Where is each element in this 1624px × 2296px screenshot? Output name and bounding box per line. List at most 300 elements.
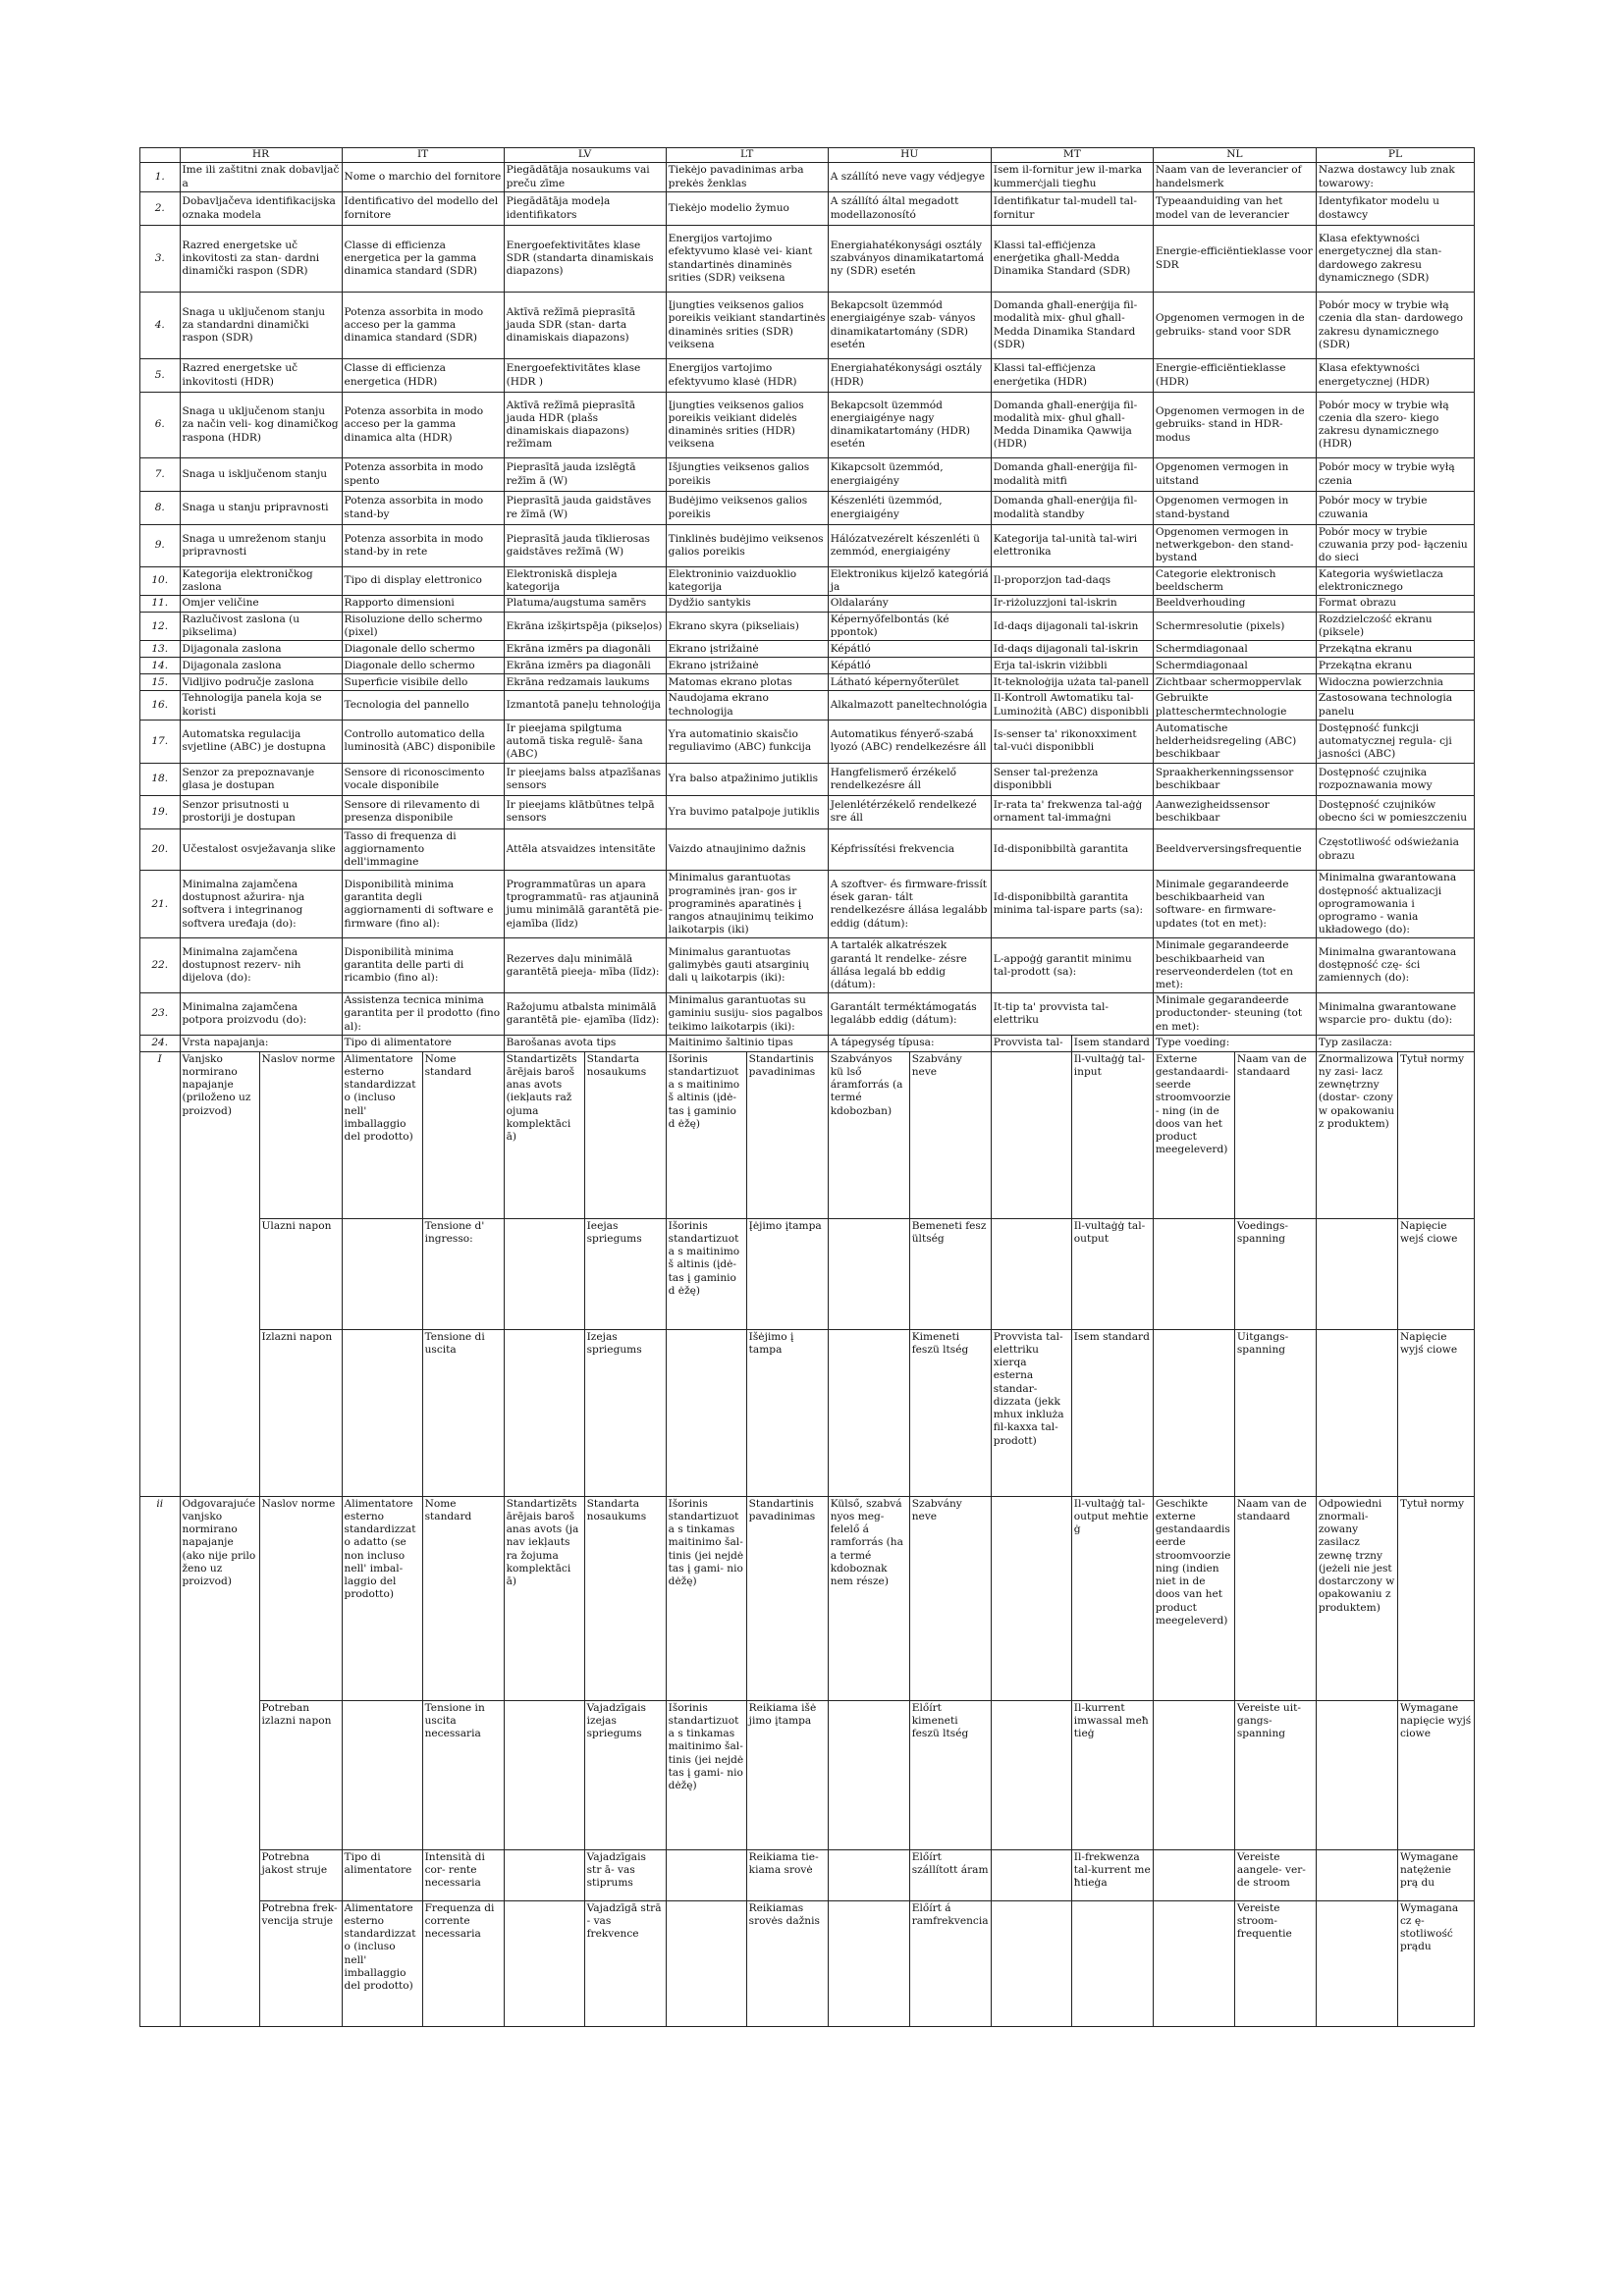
table-row bbox=[140, 828, 1475, 871]
cell-hr: Senzor za prepoznavanje glasa je dostupan bbox=[180, 763, 342, 795]
cell-mt: Ir-rata ta' frekwenza tal-aġġ ornament tal-immaġni bbox=[991, 795, 1153, 828]
ps-cell bbox=[342, 1218, 422, 1329]
cell-nl: Schermdiagonaal bbox=[1153, 641, 1316, 658]
ps-cell: Vereiste stroom- frequentie bbox=[1234, 1900, 1316, 2026]
cell-lt: Budėjimo veiksenos galios poreikis bbox=[666, 492, 828, 525]
ps-cell bbox=[828, 1700, 909, 1849]
ps-cell bbox=[342, 1329, 422, 1496]
ps-cell: Alimentatore esterno standardizzato adatto (se non incluso nell' imbal- laggio del prodotto) bbox=[342, 1496, 422, 1700]
cell-lv: Attēla atsvaidzes intensitāte bbox=[504, 828, 666, 871]
cell-hu: A szoftver- és firmware-frissít ések garan- tált rendelkezésre állása legalább eddig (dátum): bbox=[828, 871, 991, 938]
cell-nl: Zichtbaar schermoppervlak bbox=[1153, 674, 1316, 691]
ps-cell: Potrebna frek- vencija struje bbox=[259, 1900, 342, 2026]
table-row bbox=[140, 691, 1475, 720]
ps-cell: Tytuł normy bbox=[1397, 1496, 1474, 1700]
ps-cell: Alimentatore esterno standardizzato (incluso nell' imballaggio del prodotto) bbox=[342, 1051, 422, 1218]
ps-cell: Vajadzīgais izejas spriegums bbox=[584, 1700, 666, 1849]
cell-lt: Įjungties veiksenos galios poreikis veikiant didelės dinaminės srities (HDR) veiksena bbox=[666, 393, 828, 458]
ps-cell: Szabvány neve bbox=[909, 1051, 991, 1218]
cell-lv: Izmantotā paneļu tehnoloģija bbox=[504, 691, 666, 720]
cell-it: Controllo automatico della luminosità (ABC) disponibile bbox=[342, 720, 504, 763]
ps-cell: Naslov norme bbox=[259, 1051, 342, 1218]
ps-cell: Reikiama išė jimo įtampa bbox=[746, 1700, 828, 1849]
cell-mt: Id-disponibbiltà garantita bbox=[991, 828, 1153, 871]
cell-mt: Id-daqs dijagonali tal-iskrin bbox=[991, 641, 1153, 658]
cell-hu: Alkalmazott paneltechnológia bbox=[828, 691, 991, 720]
cell-hu: Képernyőfelbontás (ké ppontok) bbox=[828, 613, 991, 641]
cell-lv: Platuma/augstuma samērs bbox=[504, 596, 666, 613]
ps-cell: Standarta nosaukums bbox=[584, 1496, 666, 1700]
ps-cell: Odpowiedni znormali- zowany zasilacz zewnę trzny (jeżeli nie jest dostarczony w opakowaniu z produktem) bbox=[1316, 1496, 1397, 1700]
cell-mt: Id-disponibbiltà garantita minima tal-ispare parts (sa): bbox=[991, 871, 1153, 938]
header-pl: PL bbox=[1316, 148, 1474, 163]
cell-hu: A tartalék alkatrészek garantá lt rendelke- zésre állása legalá bb eddig (dátum): bbox=[828, 938, 991, 993]
cell-lv: Energoefektivitātes klase (HDR ) bbox=[504, 359, 666, 393]
ps-cell bbox=[828, 1218, 909, 1329]
cell-lt: Ekrano įstrižainė bbox=[666, 641, 828, 658]
cell-hr: Kategorija elektroničkog zaslona bbox=[180, 566, 342, 595]
ps-cell bbox=[991, 1700, 1071, 1849]
ps-cell: Nome standard bbox=[422, 1496, 504, 1700]
cell-hu: Automatikus fényerő-szabá lyozó (ABC) rendelkezésre áll bbox=[828, 720, 991, 763]
hr-section-label: Odgovarajuće vanjsko normirano napajanje (ako nije prilo ženo uz proizvod) bbox=[180, 1496, 259, 2026]
table-row bbox=[140, 871, 1475, 938]
cell-nl: Spraakherkenningssensor beschikbaar bbox=[1153, 763, 1316, 795]
ps-cell: Uitgangs- spanning bbox=[1234, 1329, 1316, 1496]
ps-cell: Tensione in uscita necessaria bbox=[422, 1700, 504, 1849]
table-row bbox=[140, 596, 1475, 613]
ps-cell: Il-vultaġġ tal-output bbox=[1071, 1218, 1153, 1329]
cell-lv: Elektroniskā displeja kategorija bbox=[504, 566, 666, 595]
table-row bbox=[140, 613, 1475, 641]
cell-lv: Ir pieejama spilgtuma automā tiska regulē- šana (ABC) bbox=[504, 720, 666, 763]
cell-it: Disponibilità minima garantita delle parti di ricambio (fino al): bbox=[342, 938, 504, 993]
ps-cell bbox=[828, 1849, 909, 1900]
table-body bbox=[140, 163, 1475, 1052]
cell-lv: Piegādātāja nosaukums vai preču zīme bbox=[504, 163, 666, 192]
cell-pl: Pobór mocy w trybie czuwania bbox=[1316, 492, 1474, 525]
ps-cell: Szabványos kü lső áramforrás (a termé kdobozban) bbox=[828, 1051, 909, 1218]
cell-hr: Dobavljačeva identifikacijska oznaka modela bbox=[180, 192, 342, 226]
cell-nl: Opgenomen vermogen in de gebruiks- stand voor SDR bbox=[1153, 293, 1316, 359]
header-nl: NL bbox=[1153, 148, 1316, 163]
cell-it: Classe di efficienza energetica (HDR) bbox=[342, 359, 504, 393]
cell-hu: A szállító neve vagy védjegye bbox=[828, 163, 991, 192]
cell-it: Sensore di riconoscimento vocale disponibile bbox=[342, 763, 504, 795]
cell-mt: Klassi tal-effiċjenza enerġetika għall-Medda Dinamika Standard (SDR) bbox=[991, 226, 1153, 293]
cell-mt: Identifikatur tal-mudell tal-fornitur bbox=[991, 192, 1153, 226]
ps-cell: Frequenza di corrente necessaria bbox=[422, 1900, 504, 2026]
cell-pl: Zastosowana technologia panelu bbox=[1316, 691, 1474, 720]
cell-lt: Minimalus garantuotas su gaminiu susiju- sios pagalbos teikimo laikotarpis (iki): bbox=[666, 993, 828, 1036]
ps-cell: Išorinis standartizuota s tinkamas maitinimo šal- tinis (jei nejdė tas į gami- nio dėžę) bbox=[666, 1700, 746, 1849]
cell-lt: Dydžio santykis bbox=[666, 596, 828, 613]
ps-cell: Il-vultaġġ tal-output meħtie ġ bbox=[1071, 1496, 1153, 1700]
ps-cell: Provvista tal-elettriku xierqa esterna standar- dizzata (jekk mhux inkluża fil-kaxxa tal-prodott) bbox=[991, 1329, 1071, 1496]
cell-hu: Bekapcsolt üzemmód energiaigénye szab- ványos dinamikatartomány (SDR) esetén bbox=[828, 293, 991, 359]
ps-cell: Tensione d' ingresso: bbox=[422, 1218, 504, 1329]
cell-nl: Typeaanduiding van het model van de leverancier bbox=[1153, 192, 1316, 226]
cell-lv: Energoefektivitātes klase SDR (standarta dinamiskais diapazons) bbox=[504, 226, 666, 293]
ps-cell: Wymagane napięcie wyjś ciowe bbox=[1397, 1700, 1474, 1849]
cell-hr: Tehnologija panela koja se koristi bbox=[180, 691, 342, 720]
table-row bbox=[140, 458, 1475, 492]
cell-lt: Matomas ekrano plotas bbox=[666, 674, 828, 691]
ps-cell: Nome standard bbox=[422, 1051, 504, 1218]
cell-hu: Energiahatékonysági osztály szabványos dinamikatartomá ny (SDR) esetén bbox=[828, 226, 991, 293]
ps-cell: Il-frekwenza tal-kurrent me ħtieġa bbox=[1071, 1849, 1153, 1900]
header-mt: MT bbox=[991, 148, 1153, 163]
row-number: 5. bbox=[140, 359, 181, 393]
ps-cell bbox=[504, 1849, 584, 1900]
document-page bbox=[139, 147, 1475, 2027]
cell-hr: Ime ili zaštitni znak dobavljač a bbox=[180, 163, 342, 192]
cell-hr: Snaga u uključenom stanju za način veli- kog dinamičkog raspona (HDR) bbox=[180, 393, 342, 458]
ps_ii-row bbox=[140, 1900, 1475, 2026]
cell-mt: Senser tal-preżenza disponibbli bbox=[991, 763, 1153, 795]
ps-cell: Bemeneti fesz ültség bbox=[909, 1218, 991, 1329]
header-it: IT bbox=[342, 148, 504, 163]
cell-it: Tipo di alimentatore bbox=[342, 1035, 504, 1051]
ps-cell: Tipo di alimentatore bbox=[342, 1849, 422, 1900]
ps-cell: Ulazni napon bbox=[259, 1218, 342, 1329]
power-supply-section bbox=[140, 1051, 1475, 2026]
header-lv: LV bbox=[504, 148, 666, 163]
row-number: 23. bbox=[140, 993, 181, 1036]
ps-cell bbox=[666, 1329, 746, 1496]
cell-pl: Przekątna ekranu bbox=[1316, 658, 1474, 674]
cell-hr: Snaga u stanju pripravnosti bbox=[180, 492, 342, 525]
cell-pl: Pobór mocy w trybie włą czenia dla stan- dardowego zakresu dynamicznego (SDR) bbox=[1316, 293, 1474, 359]
cell-lv: Ir pieejams klātbūtnes telpā sensors bbox=[504, 795, 666, 828]
ps-cell bbox=[666, 1849, 746, 1900]
cell-lv: Pieprasītā jauda tīklierosas gaidstāves režīmā (W) bbox=[504, 525, 666, 567]
cell-lv: Ekrāna redzamais laukums bbox=[504, 674, 666, 691]
cell-mt: Isem il-fornitur jew il-marka kummerċjali tiegħu bbox=[991, 163, 1153, 192]
cell-mt: L-appoġġ garantit minimu tal-prodott (sa): bbox=[991, 938, 1153, 993]
cell-lt: Ekrano įstrižainė bbox=[666, 658, 828, 674]
ps-cell: Išorinis standartizuota s maitinimo š altinis (įdė- tas į gaminio d ėžę) bbox=[666, 1218, 746, 1329]
cell-nl: Schermresolutie (pixels) bbox=[1153, 613, 1316, 641]
table-row bbox=[140, 795, 1475, 828]
ps-cell: Vajadzīgā strā - vas frekvence bbox=[584, 1900, 666, 2026]
cell-hr: Dijagonala zaslona bbox=[180, 658, 342, 674]
cell-lt: Minimalus garantuotas galimybės gauti atsarginių dali ų laikotarpis (iki): bbox=[666, 938, 828, 993]
section-number: I bbox=[140, 1051, 181, 1496]
cell-lv: Pieprasītā jauda gaidstāves re žīmā (W) bbox=[504, 492, 666, 525]
cell-hr: Snaga u isključenom stanju bbox=[180, 458, 342, 492]
cell-hr: Dijagonala zaslona bbox=[180, 641, 342, 658]
ps_ii-row bbox=[140, 1849, 1475, 1900]
table-row bbox=[140, 1035, 1475, 1051]
cell-hu: Elektronikus kijelző kategóriá ja bbox=[828, 566, 991, 595]
cell-mt: Domanda għall-enerġija fil-modalità mix- għul għall-Medda Dinamika Qawwija (HDR) bbox=[991, 393, 1153, 458]
ps-cell: Standarta nosaukums bbox=[584, 1051, 666, 1218]
cell-nl: Opgenomen vermogen in netwerkgebon- den stand- bystand bbox=[1153, 525, 1316, 567]
cell-hu: Látható képernyőterület bbox=[828, 674, 991, 691]
cell-pl: Minimalna gwarantowane wsparcie pro- duktu (do): bbox=[1316, 993, 1474, 1036]
cell-it: Risoluzione dello schermo (pixel) bbox=[342, 613, 504, 641]
ps-cell: Voedings- spanning bbox=[1234, 1218, 1316, 1329]
row-number: 6. bbox=[140, 393, 181, 458]
ps-cell: Il-vultaġġ tal-input bbox=[1071, 1051, 1153, 1218]
ps-cell bbox=[828, 1900, 909, 2026]
cell-it: Sensore di rilevamento di presenza disponibile bbox=[342, 795, 504, 828]
cell-it: Superficie visibile dello bbox=[342, 674, 504, 691]
cell-mt: Domanda għall-enerġija fil-modalità mitfi bbox=[991, 458, 1153, 492]
ps-cell: Externe gestandaardi- seerde stroomvoorzie - ning (in de doos van het product meegeleverd) bbox=[1153, 1051, 1234, 1218]
cell-pl: Pobór mocy w trybie czuwania przy pod- łączeniu do sieci bbox=[1316, 525, 1474, 567]
ps-cell: Išėjimo į tampa bbox=[746, 1329, 828, 1496]
cell-it: Rapporto dimensioni bbox=[342, 596, 504, 613]
cell-hu: Képátló bbox=[828, 658, 991, 674]
ps_ii-row bbox=[140, 1496, 1475, 1700]
cell-lv: Ražojumu atbalsta minimālā garantētā pie- ejamība (līdz): bbox=[504, 993, 666, 1036]
cell-hr: Učestalost osvježavanja slike bbox=[180, 828, 342, 871]
row-number: 16. bbox=[140, 691, 181, 720]
cell-hr: Minimalna zajamčena dostupnost rezerv- nih dijelova (do): bbox=[180, 938, 342, 993]
ps-cell: Előírt kimeneti feszü ltség bbox=[909, 1700, 991, 1849]
cell-pl: Rozdzielczość ekranu (piksele) bbox=[1316, 613, 1474, 641]
ps-cell: Standartinis pavadinimas bbox=[746, 1496, 828, 1700]
cell-lt: Išjungties veiksenos galios poreikis bbox=[666, 458, 828, 492]
cell-hr: Razred energetske uč inkovitosti (HDR) bbox=[180, 359, 342, 393]
cell-mt: Il-proporzjon tad-daqs bbox=[991, 566, 1153, 595]
ecodesign-translation-table bbox=[139, 147, 1475, 2027]
ps-cell: Izlazni napon bbox=[259, 1329, 342, 1496]
cell-lv: Ir pieejams balss atpazīšanas sensors bbox=[504, 763, 666, 795]
cell-nl: Opgenomen vermogen in stand-bystand bbox=[1153, 492, 1316, 525]
ps-cell: Potrebna jakost struje bbox=[259, 1849, 342, 1900]
section-number: ii bbox=[140, 1496, 181, 2026]
ps-cell: Vajadzīgais str ā- vas stiprums bbox=[584, 1849, 666, 1900]
cell-lt: Naudojama ekrano technologija bbox=[666, 691, 828, 720]
ps-cell: Külső, szabvá nyos meg- felelő á ramforrás (ha a termé kdoboznak nem része) bbox=[828, 1496, 909, 1700]
ps-cell: Napięcie wejś ciowe bbox=[1397, 1218, 1474, 1329]
cell-hu: Energiahatékonysági osztály (HDR) bbox=[828, 359, 991, 393]
row-number: 15. bbox=[140, 674, 181, 691]
row-number: 21. bbox=[140, 871, 181, 938]
cell-hu: Garantált terméktámogatás legalább eddig (dátum): bbox=[828, 993, 991, 1036]
cell-lv: Ekrāna izšķirtspēja (pikseļos) bbox=[504, 613, 666, 641]
cell-hu: Kikapcsolt üzemmód, energiaigény bbox=[828, 458, 991, 492]
table-row bbox=[140, 658, 1475, 674]
cell-hu: Hangfelismerő érzékelő rendelkezésre áll bbox=[828, 763, 991, 795]
cell-pl: Dostępność funkcji automatycznej regula- cji jasności (ABC) bbox=[1316, 720, 1474, 763]
ps-cell bbox=[1153, 1900, 1234, 2026]
cell-it: Diagonale dello schermo bbox=[342, 658, 504, 674]
ps-cell bbox=[1316, 1849, 1397, 1900]
header-lt: LT bbox=[666, 148, 828, 163]
cell-pl: Format obrazu bbox=[1316, 596, 1474, 613]
header-corner bbox=[140, 148, 181, 163]
ps-cell bbox=[828, 1329, 909, 1496]
cell-it: Tecnologia del pannello bbox=[342, 691, 504, 720]
cell-nl: Energie-efficiëntieklasse (HDR) bbox=[1153, 359, 1316, 393]
ps-cell: Standartizēts ārējais baroš anas avots (iekļauts raž ojuma komplektāci ā) bbox=[504, 1051, 584, 1218]
cell-hr: Minimalna zajamčena dostupnost ažurira- nja softvera i integrinanog softvera uređaja (do): bbox=[180, 871, 342, 938]
ps-cell: Įėjimo įtampa bbox=[746, 1218, 828, 1329]
hr-section-label: Vanjsko normirano napajanje (priloženo uz proizvod) bbox=[180, 1051, 259, 1496]
cell-mt: Domanda għall-enerġija fil-modalità mix- għul għall-Medda Dinamika Standard (SDR) bbox=[991, 293, 1153, 359]
ps-cell bbox=[1316, 1329, 1397, 1496]
cell-lv: Ekrāna izmērs pa diagonāli bbox=[504, 658, 666, 674]
cell-nl: Beeldverhouding bbox=[1153, 596, 1316, 613]
ps_i-row bbox=[140, 1051, 1475, 1218]
ps-cell bbox=[991, 1218, 1071, 1329]
ps-cell: Intensità di cor- rente necessaria bbox=[422, 1849, 504, 1900]
ps-cell bbox=[991, 1051, 1071, 1218]
cell-mt: It-tip ta' provvista tal-elettriku bbox=[991, 993, 1153, 1036]
cell-pl: Klasa efektywności energetycznej dla stan- dardowego zakresu dynamicznego (SDR) bbox=[1316, 226, 1474, 293]
cell-hu: Hálózatvezérelt készenléti ü zemmód, energiaigény bbox=[828, 525, 991, 567]
cell-nl: Minimale gegarandeerde productonder- steuning (tot en met): bbox=[1153, 993, 1316, 1036]
ps-cell bbox=[1316, 1218, 1397, 1329]
cell-lt: Vaizdo atnaujinimo dažnis bbox=[666, 828, 828, 871]
ps-cell: Naslov norme bbox=[259, 1496, 342, 1700]
table-row bbox=[140, 492, 1475, 525]
table-row bbox=[140, 293, 1475, 359]
cell-hu: A tápegység típusa: bbox=[828, 1035, 991, 1051]
cell-mt: Id-daqs dijagonali tal-iskrin bbox=[991, 613, 1153, 641]
ps-cell bbox=[504, 1900, 584, 2026]
cell-pl: Pobór mocy w trybie włą czenia dla szero- kiego zakresu dynamicznego (HDR) bbox=[1316, 393, 1474, 458]
ps-cell: Standartinis pavadinimas bbox=[746, 1051, 828, 1218]
ps-cell bbox=[1153, 1849, 1234, 1900]
cell-hr: Vrsta napajanja: bbox=[180, 1035, 342, 1051]
cell-hu: Jelenlétérzékelő rendelkezé sre áll bbox=[828, 795, 991, 828]
cell-it: Diagonale dello schermo bbox=[342, 641, 504, 658]
ps-cell bbox=[1071, 1900, 1153, 2026]
ps-cell: Vereiste uit- gangs- spanning bbox=[1234, 1700, 1316, 1849]
cell-lt: Yra balso atpažinimo jutiklis bbox=[666, 763, 828, 795]
row-number: 11. bbox=[140, 596, 181, 613]
ps-cell: Wymagana cz ę- stotliwość prądu bbox=[1397, 1900, 1474, 2026]
ps-cell bbox=[504, 1329, 584, 1496]
row-number: 10. bbox=[140, 566, 181, 595]
ps-cell bbox=[342, 1700, 422, 1849]
cell-lv: Pieprasītā jauda izslēgtā režīm ā (W) bbox=[504, 458, 666, 492]
cell-mt: Ir-riżoluzzjoni tal-iskrin bbox=[991, 596, 1153, 613]
cell-nl: Schermdiagonaal bbox=[1153, 658, 1316, 674]
ps-cell: Vereiste aangele- ver- de stroom bbox=[1234, 1849, 1316, 1900]
cell-pl: Widoczna powierzchnia bbox=[1316, 674, 1474, 691]
cell-lv: Piegādātāja modeļa identifikators bbox=[504, 192, 666, 226]
cell-lt: Maitinimo šaltinio tipas bbox=[666, 1035, 828, 1051]
row-number: 9. bbox=[140, 525, 181, 567]
table-row bbox=[140, 763, 1475, 795]
cell-nl: Opgenomen vermogen in uitstand bbox=[1153, 458, 1316, 492]
cell-hr: Razred energetske uč inkovitosti za stan- dardni dinamički raspon (SDR) bbox=[180, 226, 342, 293]
cell-hr: Snaga u umreženom stanju pripravnosti bbox=[180, 525, 342, 567]
cell-hu: Képfrissítési frekvencia bbox=[828, 828, 991, 871]
row-number: 13. bbox=[140, 641, 181, 658]
cell-it: Potenza assorbita in modo acceso per la gamma dinamica alta (HDR) bbox=[342, 393, 504, 458]
cell-mt: Il-Kontroll Awtomatiku tal-Luminożità (ABC) disponibbli bbox=[991, 691, 1153, 720]
cell-pl: Klasa efektywności energetycznej (HDR) bbox=[1316, 359, 1474, 393]
cell-lv: Rezerves daļu minimālā garantētā pieeja- mība (līdz): bbox=[504, 938, 666, 993]
table-row bbox=[140, 938, 1475, 993]
ps-cell: Tytuł normy bbox=[1397, 1051, 1474, 1218]
cell-pl: Minimalna gwarantowana dostępność aktualizacji oprogramowania i oprogramo - wania układowego (do): bbox=[1316, 871, 1474, 938]
header-hu: HU bbox=[828, 148, 991, 163]
cell-mt: Domanda għall-enerġija fil-modalità standby bbox=[991, 492, 1153, 525]
cell-it: Tasso di frequenza di aggiornamento dell'immagine bbox=[342, 828, 504, 871]
ps-cell: Išorinis standartizuota s maitinimo š altinis (įdė- tas į gaminio d ėžę) bbox=[666, 1051, 746, 1218]
cell-hr: Minimalna zajamčena potpora proizvodu (do): bbox=[180, 993, 342, 1036]
row-number: 14. bbox=[140, 658, 181, 674]
row-number: 18. bbox=[140, 763, 181, 795]
cell-mt: Is-senser ta' rikonoxximent tal-vuċi disponibbli bbox=[991, 720, 1153, 763]
cell-hr: Senzor prisutnosti u prostoriji je dostupan bbox=[180, 795, 342, 828]
header-hr: HR bbox=[180, 148, 342, 163]
cell-mt: Klassi tal-effiċjenza enerġetika (HDR) bbox=[991, 359, 1153, 393]
ps-cell: Naam van de standaard bbox=[1234, 1496, 1316, 1700]
row-number: 4. bbox=[140, 293, 181, 359]
table-row bbox=[140, 359, 1475, 393]
row-number: 8. bbox=[140, 492, 181, 525]
cell-it: Potenza assorbita in modo acceso per la gamma dinamica standard (SDR) bbox=[342, 293, 504, 359]
ps-cell bbox=[504, 1700, 584, 1849]
cell-hr: Snaga u uključenom stanju za standardni dinamički raspon (SDR) bbox=[180, 293, 342, 359]
cell-it: Potenza assorbita in modo spento bbox=[342, 458, 504, 492]
cell-hu: A szállító által megadott modellazonosító bbox=[828, 192, 991, 226]
row-number: 20. bbox=[140, 828, 181, 871]
cell-lv: Aktīvā režīmā pieprasītā jauda SDR (stan- darta dinamiskais diapazons) bbox=[504, 293, 666, 359]
table-row bbox=[140, 566, 1475, 595]
ps-cell bbox=[1316, 1900, 1397, 2026]
table-row bbox=[140, 993, 1475, 1036]
cell-it: Tipo di display elettronico bbox=[342, 566, 504, 595]
cell-lt: Ekrano skyra (pikseliais) bbox=[666, 613, 828, 641]
ps-cell bbox=[1316, 1700, 1397, 1849]
row-number: 1. bbox=[140, 163, 181, 192]
cell-lv: Ekrāna izmērs pa diagonāli bbox=[504, 641, 666, 658]
ps-cell: Előírt szállított áram bbox=[909, 1849, 991, 1900]
cell-mt-a: Provvista tal- bbox=[991, 1035, 1071, 1051]
language-header-row bbox=[140, 148, 1475, 163]
cell-nl: Energie-efficiëntieklasse voor SDR bbox=[1153, 226, 1316, 293]
cell-nl: Beeldverversingsfrequentie bbox=[1153, 828, 1316, 871]
cell-nl: Aanwezigheidssensor beschikbaar bbox=[1153, 795, 1316, 828]
cell-lt: Elektroninio vaizduoklio kategorija bbox=[666, 566, 828, 595]
row-number: 17. bbox=[140, 720, 181, 763]
row-number: 19. bbox=[140, 795, 181, 828]
ps-cell bbox=[991, 1849, 1071, 1900]
ps-cell: Potreban izlazni napon bbox=[259, 1700, 342, 1849]
cell-it: Classe di efficienza energetica per la gamma dinamica standard (SDR) bbox=[342, 226, 504, 293]
table-row bbox=[140, 674, 1475, 691]
cell-hr: Razlučivost zaslona (u pikselima) bbox=[180, 613, 342, 641]
ps_ii-row bbox=[140, 1700, 1475, 1849]
ps-cell: Reikiama tie- kiama srovė bbox=[746, 1849, 828, 1900]
cell-lt: Energijos vartojimo efektyvumo klasė vei- kiant standartinės dinaminės srities (SDR) veiksena bbox=[666, 226, 828, 293]
cell-pl: Nazwa dostawcy lub znak towarowy: bbox=[1316, 163, 1474, 192]
cell-pl: Dostępność czujników obecno ści w pomieszczeniu bbox=[1316, 795, 1474, 828]
cell-it: Assistenza tecnica minima garantita per il prodotto (fino al): bbox=[342, 993, 504, 1036]
table-row bbox=[140, 641, 1475, 658]
table-row bbox=[140, 720, 1475, 763]
ps-cell: Geschikte externe gestandaardis eerde stroomvoorzie ning (indien niet in de doos van het product meegeleverd) bbox=[1153, 1496, 1234, 1700]
cell-it: Potenza assorbita in modo stand-by in rete bbox=[342, 525, 504, 567]
cell-lv: Barošanas avota tips bbox=[504, 1035, 666, 1051]
ps_i-row bbox=[140, 1218, 1475, 1329]
cell-nl: Type voeding: bbox=[1153, 1035, 1316, 1051]
ps-cell bbox=[1153, 1700, 1234, 1849]
cell-nl: Minimale gegarandeerde beschikbaarheid van reserveonderdelen (tot en met): bbox=[1153, 938, 1316, 993]
ps-cell bbox=[991, 1900, 1071, 2026]
cell-lv: Aktīvā režīmā pieprasītā jauda HDR (plašs dinamiskais diapazons) režīmam bbox=[504, 393, 666, 458]
